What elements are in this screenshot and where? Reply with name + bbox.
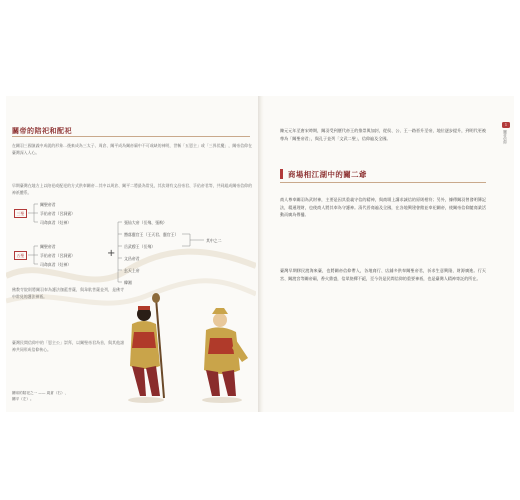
plus-sign: +: [107, 248, 116, 259]
group-title: 三聖: [14, 209, 27, 218]
extra-deity: 張仙大帝（岳飛、張飛）: [124, 220, 167, 225]
group-member: 司命真君（灶神）: [40, 262, 72, 267]
right-page: [264, 96, 514, 412]
paragraph: 商人尊奉關羽為武財神，主要是因其重義守信的精神，與商場上講求誠信的原則相符；另外，據傳關羽曾發明簿記法，精通理財，也使商人將其奉為守護神。清代晉商遍及全國，在各地興建會館並奉祀關帝，使關帝信仰隨商業活動而廣為傳播。: [280, 197, 486, 218]
chapter-number: 1: [502, 122, 510, 128]
section-title: 關帝的陪祀和配祀: [12, 126, 72, 135]
extra-deity: 豁落靈官王（王天君、靈官王）: [124, 232, 179, 237]
section-heading: [280, 168, 486, 183]
extra-deity: 文昌帝君: [124, 256, 140, 261]
extra-deity: 韓湘: [124, 280, 132, 285]
group-member: 關聖帝君: [40, 202, 56, 207]
paragraph: 臺灣早期移民渡海來臺，也將關帝信仰帶入，各地商行、店鋪多供奉關聖帝君，祈求生意興隆、財源廣進。行天宮、關渡宮等關帝廟，香火鼎盛，信眾絡繹不絕，至今仍是民間信仰的重要神祇，也是臺灣人精神寄託的所在。: [280, 268, 486, 281]
group-member: 孚佑帝君（呂洞賓）: [40, 211, 76, 216]
paragraph: 臺灣民間信仰中的「恩主公」崇拜，以關聖帝君為首，與其他諸神共同形成信仰核心。: [12, 340, 124, 353]
extra-tag: 其中之二: [206, 238, 222, 243]
caption-line: 關帝的陪祀之一 —— 周倉（右）、: [12, 391, 69, 395]
group-member: 孚佑帝君（呂洞賓）: [40, 253, 76, 258]
group-member: 司命真君（灶神）: [40, 220, 72, 225]
group-title: 五聖: [14, 251, 27, 260]
heading-bar: [280, 169, 283, 179]
extra-deity: 玄天上帝: [124, 268, 140, 273]
section-heading-text: 商場相江湖中的關二爺: [288, 170, 367, 179]
extra-deity: 岳武穆王（岳飛）: [124, 244, 156, 249]
paragraph: 早期臺灣在地方上以陪祀或配祀的方式供奉關帝…其中以周倉、關平二將最為常見，其次則有文昌帝君、孚佑帝君等，共同組成關帝信仰的神祇體系。: [12, 183, 252, 196]
paragraph: 陳元元年至唐宋時期，關羽受到歷代帝王的推崇與加封，從侯、公、王一路晉升至帝，地位逐步提升，到明代更被尊為「關聖帝君」，與孔子並列「文武二聖」，信仰遍及全國。: [280, 128, 486, 141]
caption-line: 關平（左）。: [12, 397, 34, 401]
chapter-tab: [502, 122, 510, 148]
figure-caption: [12, 390, 68, 402]
group-member: 關聖帝君: [40, 244, 56, 249]
statue-photo: [124, 288, 256, 406]
paragraph: 在關羽三國演義中成就的形象…後來成為三太子、周倉、關平成為關帝廟中不可或缺的神明，世稱「五恩主」或「三界伏魔」，關帝信仰在臺灣深入人心。: [12, 143, 252, 156]
chapter-tab-text: 關帝信仰: [503, 130, 508, 144]
left-page: [6, 96, 258, 412]
paragraph: 佛教寺院則將關羽奉為護法伽藍菩薩，與韋馱菩薩並列，是佛寺中常見的護法神祇。: [12, 287, 124, 300]
